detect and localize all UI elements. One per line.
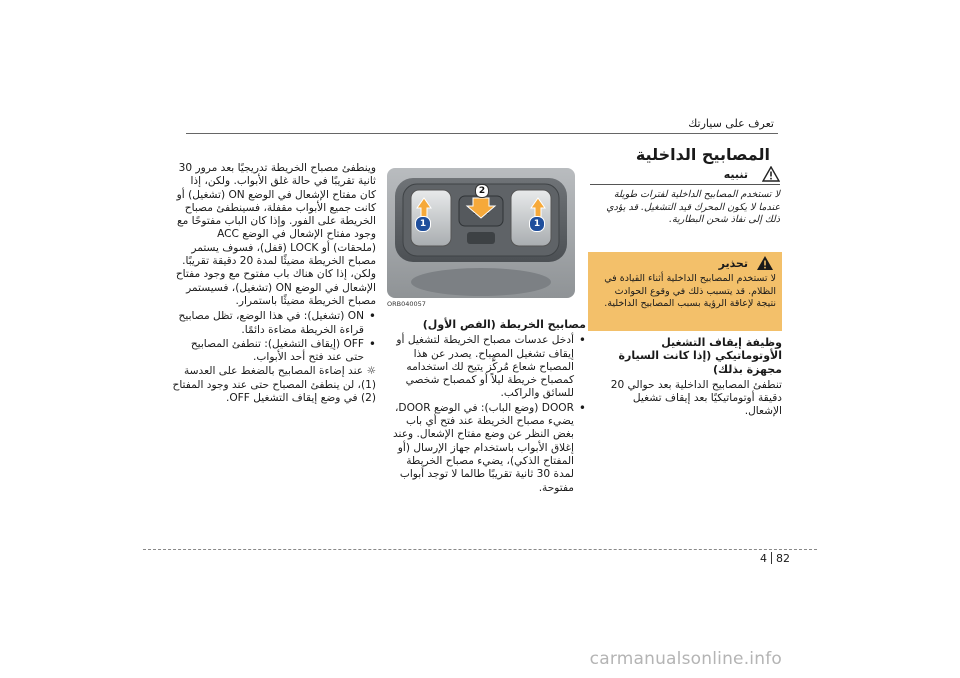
notice-body: لا تستخدم المصابيح الداخلية لفترات طويلة عندما لا يكون المحرك قيد التشغيل. قد يؤدي ذلك إلى نفاذ شحن البطارية. xyxy=(606,189,780,226)
section-title: المصابيح الداخلية xyxy=(635,145,770,164)
figure-code: ORB040057 xyxy=(387,300,426,308)
warning-body: لا تستخدم المصابيح الداخلية أثناء القيادة في الظلام. قد يتسبب ذلك في وقوع الحوادث نتيجة لإعاقة الرؤية بسبب المصابيح الداخلية. xyxy=(604,273,776,309)
map-lamp-photo xyxy=(387,168,575,298)
continuation-paragraph: وينطفئ مصباح الخريطة تدريجيًا بعد مرور 30 ثانية تقريبًا في حالة غلق الأبواب. ولكن، إذا كان مفتاح الإشعال في الوضع ON (تشغيل) أو كانت جميع الأبواب مقفلة، فسينطفئ مصباح الخريطة على الفور. وإذا كان الباب مفتوحًا مع وجود مفتاح الإشعال في الوضع ACC (ملحقات) أو LOCK (قفل)، فسوف يستمر مصباح الخريطة مضيئًا لمدة 20 دقيقة تقريبًا. ولكن، إذا كان هناك باب مفتوح مع وجود مفتاح الإشعال في الوضع ON (تشغيل)، فسيستمر مصباح الخريطة مضيئًا باستمرار. xyxy=(175,162,376,307)
map-lamp-bullets-cont xyxy=(172,310,376,364)
map-lamp-heading: مصابيح الخريطة (الفص الأول) xyxy=(422,318,586,331)
notice-title: تنبيه xyxy=(723,168,748,181)
callout-badge: 1 xyxy=(529,216,545,232)
list-item: • أدخل عدسات مصباح الخريطة لتشغيل أو إيقاف تشغيل المصباح. يصدر عن هذا المصباح شعاع مُركَّز يتيح لك استخدامه كمصباح خريطة ليلاً أو كمصباح شخصي للسائق والراكب. xyxy=(386,334,586,400)
warning-title: تحذير xyxy=(718,257,748,270)
warning-box xyxy=(588,252,782,331)
arrow-down-icon xyxy=(467,198,495,218)
page-number xyxy=(760,552,790,565)
page-number-separator xyxy=(771,552,772,564)
arrow-up-icon xyxy=(417,198,431,218)
chapter-number: 4 xyxy=(760,552,767,565)
warning-triangle-icon xyxy=(756,255,774,274)
notice-divider xyxy=(590,184,780,185)
auto-off-section xyxy=(594,336,782,419)
auto-off-body: تنطفئ المصابيح الداخلية بعد حوالي 20 دقيقة أوتوماتيكيًا بعد إيقاف تشغيل الإشعال. xyxy=(610,378,782,418)
list-item: • ON (تشغيل): في هذا الوضع، تظل مصابيح قراءة الخريطة مضاءة دائمًا. xyxy=(172,310,376,337)
sun-note: ☼ عند إضاءة المصابيح بالضغط على العدسة (1)، لن ينطفئ المصباح حتى عند وجود المفتاح (2) في وضع إيقاف التشغيل OFF. xyxy=(172,365,376,405)
map-lamp-bullets xyxy=(386,334,586,495)
map-lamp-section xyxy=(386,318,586,496)
notice-box xyxy=(590,168,780,238)
caution-triangle-icon xyxy=(762,166,780,185)
list-item: • OFF (إيقاف التشغيل): تنطفئ المصابيح حتى عند فتح أحد الأبواب. xyxy=(172,338,376,365)
header-rule xyxy=(186,133,778,134)
callout-badge: 2 xyxy=(475,184,489,198)
continuation-section xyxy=(172,162,376,405)
auto-off-heading: وظيفة إيقاف التشغيل الأوتوماتيكي (إذا كانت السيارة مجهزة بذلك) xyxy=(618,336,782,376)
list-item: • DOOR (وضع الباب): في الوضع DOOR، يضيء مصباح الخريطة عند فتح أي باب بغض النظر عن وضع مفتاح الإشعال. وعند إغلاق الأبواب باستخدام جهاز الإرسال (أو المفتاح الذكي)، يضيء مصباح الخريطة لمدة 30 ثانية تقريبًا طالما لا توجد أبواب مفتوحة. xyxy=(386,402,586,495)
footer-rule xyxy=(143,549,817,550)
arrow-up-icon xyxy=(531,198,545,218)
chapter-title: تعرف على سيارتك xyxy=(688,117,774,130)
callout-badge: 1 xyxy=(415,216,431,232)
watermark: carmanualsonline.info xyxy=(589,649,782,669)
page-number-value: 82 xyxy=(776,552,790,565)
